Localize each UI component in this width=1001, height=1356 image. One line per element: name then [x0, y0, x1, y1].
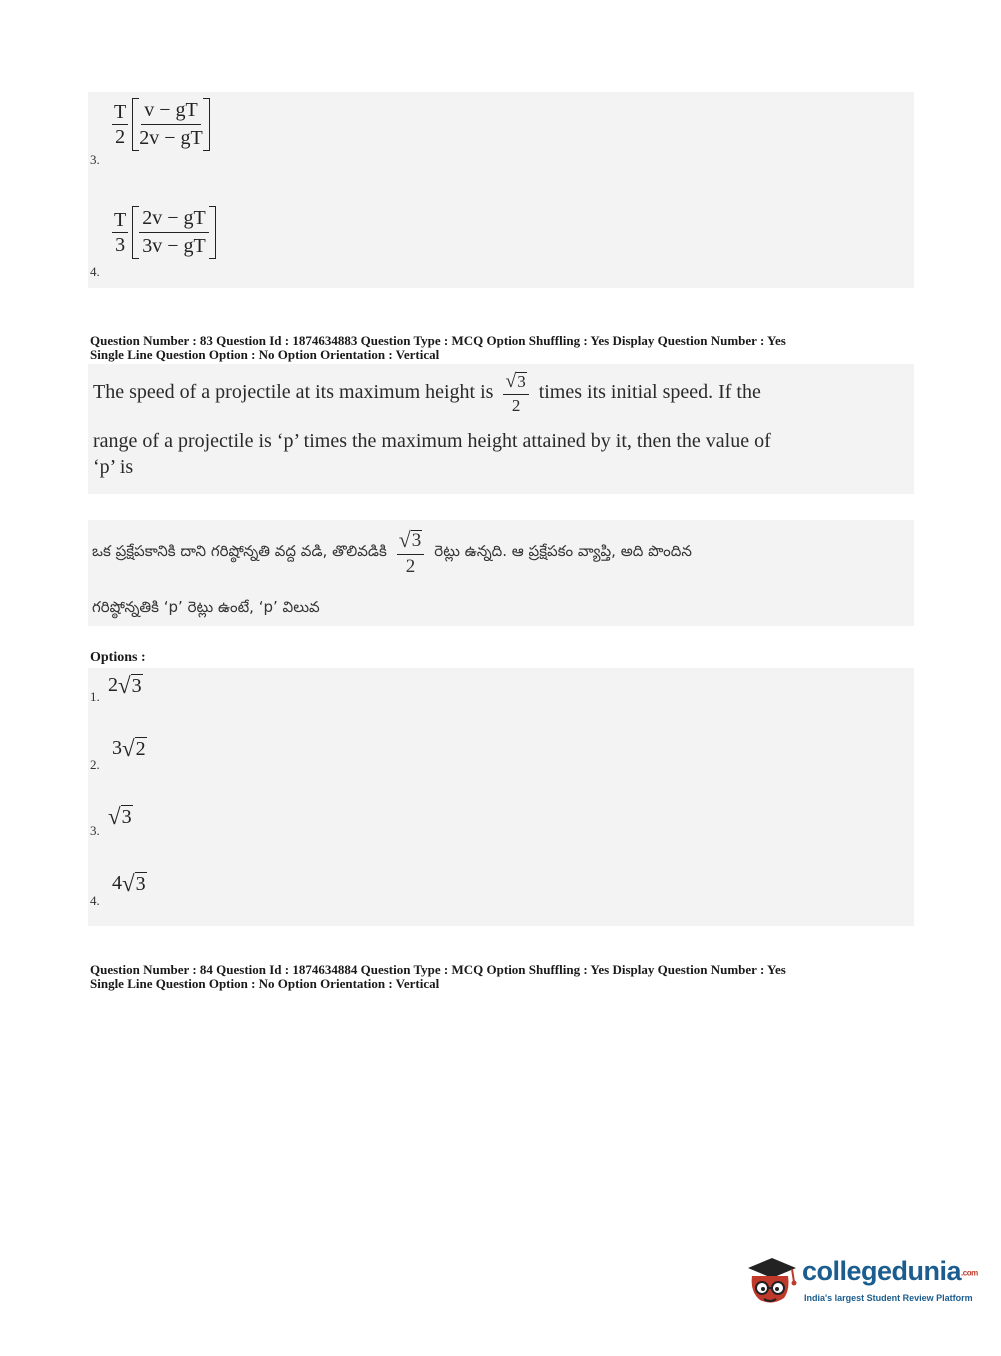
q83-meta-line-1: Question Number : 83 Question Id : 1874634883 Question Type : MCQ Option Shuffling : Yes Display Question Number : Yes: [90, 333, 786, 348]
q83-telugu-fraction: √ 3 2: [397, 530, 425, 576]
q83-english-line-2: range of a projectile is ‘p’ times the maximum height attained by it, then the value of: [93, 430, 771, 452]
mascot-icon: [742, 1252, 798, 1308]
brand-name: [802, 1256, 978, 1287]
q83-english-line-1: The speed of a projectile at its maximum height is √ 3 2 times its initial speed. If the: [93, 371, 761, 415]
q83-option-2[interactable]: 3 √ 2: [112, 736, 146, 761]
q83-telugu-line-2: గరిష్ఠోన్నతికి ‘p’ రెట్లు ఉంటే, ‘p’ విలువ: [92, 598, 320, 616]
q83-option-1[interactable]: 2 √ 3: [108, 673, 142, 698]
prev-option-4-number: 4.: [90, 264, 100, 279]
q83-option-3[interactable]: √ 3: [108, 804, 132, 829]
prev-option-4-expression: $\frac{T}{3}$ 2v − gT 3v − gT: [112, 206, 216, 259]
q84-meta-line-2: Single Line Question Option : No Option Orientation : Vertical: [90, 976, 440, 991]
q84-meta-line-1: Question Number : 84 Question Id : 1874634884 Question Type : MCQ Option Shuffling : Yes Display Question Number : Yes: [90, 962, 786, 977]
q83-option-1-number: 1.: [90, 689, 100, 704]
q83-option-2-number: 2.: [90, 757, 100, 772]
q83-options-scan: [88, 668, 914, 926]
brand-tagline: India's largest Student Review Platform: [804, 1293, 973, 1303]
q83-telugu-line-1: ఒక ప్రక్షేపకానికి దాని గరిష్ఠోన్నతి వద్ద వడి, తొలివడికి √ 3 2 రెట్లు ఉన్నది. ఆ ప్రక్షేపకం వ్యాప్తి, అది పొందిన: [92, 528, 692, 577]
brand-text: collegedunia: [802, 1256, 962, 1286]
q83-options-label: Options :: [90, 650, 146, 665]
brand-suffix: .com: [961, 1268, 978, 1278]
q83-option-3-number: 3.: [90, 823, 100, 838]
q83-english-line-3: ‘p’ is: [93, 456, 134, 478]
collegedunia-logo[interactable]: [742, 1250, 978, 1310]
q83-option-4[interactable]: 4 √ 3: [112, 871, 146, 896]
q83-option-4-number: 4.: [90, 893, 100, 908]
q83-speed-fraction: √ 3 2: [503, 372, 528, 414]
q83-meta-line-2: Single Line Question Option : No Option Orientation : Vertical: [90, 347, 440, 362]
prev-option-3-number: 3.: [90, 152, 100, 167]
prev-option-3-expression: $\frac{T}{2}$ v − gT 2v − gT: [112, 98, 210, 151]
